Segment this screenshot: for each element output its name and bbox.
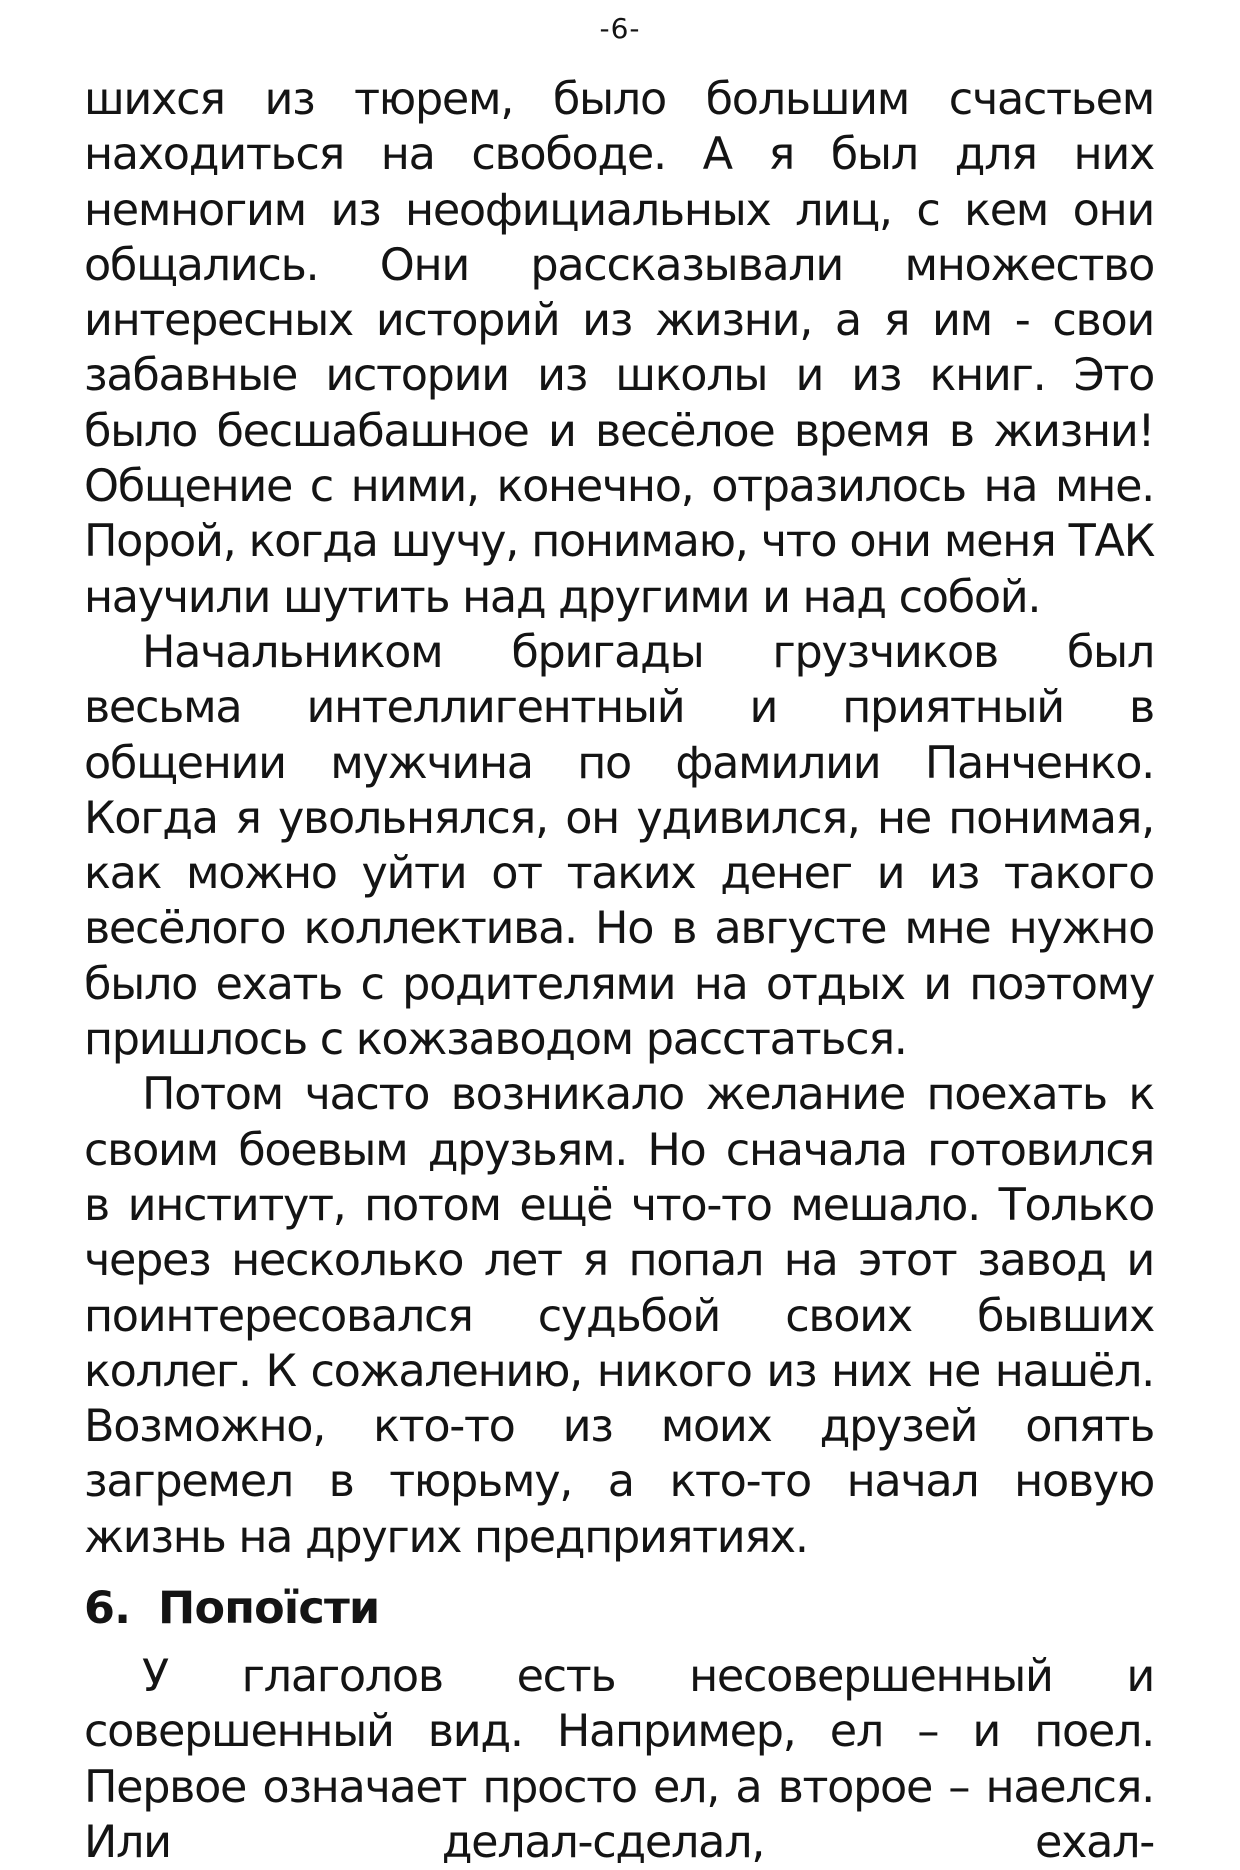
paragraph-foreman: Начальником бригады грузчиков был весьма интеллигентный и приятный в общении мужчина по фамилии Панченко. Когда я увольнялся, он удивился, не понимая, как можно уйти от таких денег и из такого весёлого коллектива. Но в августе мне нужно было ехать с родителями на отдых и поэтому пришлось с кожзаводом расстаться. <box>84 626 1154 1066</box>
paragraph-continuation: шихся из тюрем, было большим счастьем находиться на свободе. А я был для них немногим из неофициальных лиц, с кем они общались. Они рассказывали множество интересных историй из жизни, а я им - свои забавные истории из школы и из книг. Это было бесшабашное и весёлое время в жизни! Общение с ними, конечно, отразилось на мне. Порой, когда шучу, понимаю, что они меня ТАК научили шутить над другими и над собой. <box>84 74 1154 623</box>
document-body <box>84 72 1154 1870</box>
paragraph-later-visit: Потом часто возникало желание поехать к своим боевым друзьям. Но сначала готовился в институт, потом ещё что-то мешало. Только через несколько лет я попал на этот завод и поинтересовался судьбой своих бывших коллег. К сожалению, никого из них не нашёл. Возможно, кто-то из моих друзей опять загремел в тюрьму, а кто-то начал новую жизнь на других предприятиях. <box>84 1069 1154 1563</box>
section-heading <box>84 1579 1154 1639</box>
section-number: 6. <box>84 1583 131 1635</box>
paragraph-verbs: У глаголов есть несовершенный и совершенный вид. Например, ел – и поел. Первое означает просто ел, а второе – наелся. Или делал-сделал, ехал- <box>84 1651 1154 1868</box>
page-number: -6- <box>599 12 641 45</box>
section-title: Попоїсти <box>158 1583 380 1635</box>
